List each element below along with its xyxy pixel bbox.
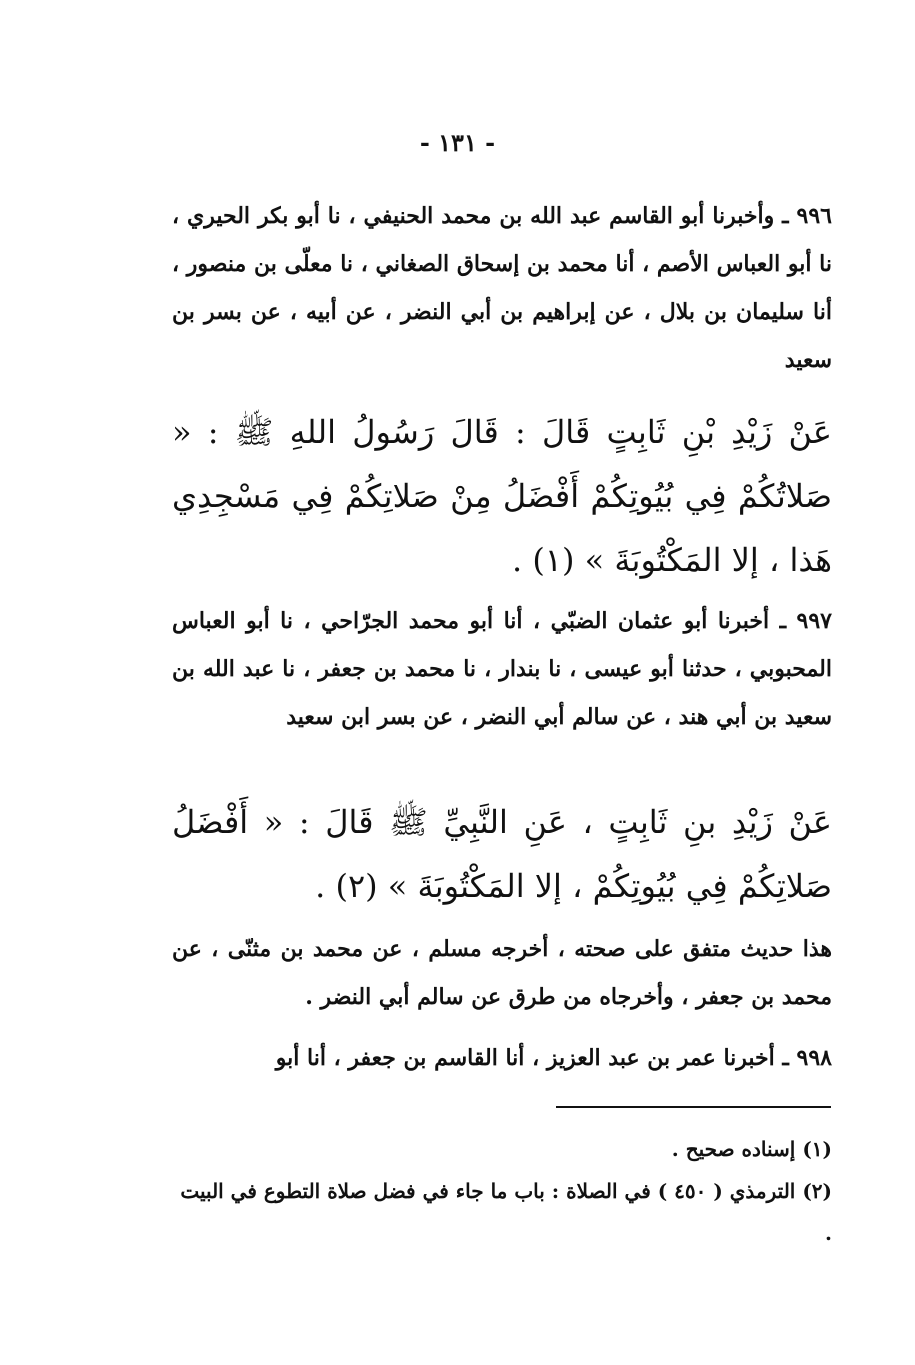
footnotes — [172, 1128, 832, 1254]
hadith-text-996: عَنْ زَيْدِ بْنِ ثَابِتٍ قَالَ : قَالَ رَسُولُ اللهِ ﷺ : « صَلاتُكُمْ فِي بُيُوتِكُمْ أَفْضَلُ مِنْ صَلاتِكُمْ فِي مَسْجِدِي هَذا ، إلا المَكْتُوبَةَ » (١) . — [172, 413, 832, 579]
footnote-2: (٢) الترمذي ( ٤٥٠ ) في الصلاة : باب ما جاء في فضل صلاة التطوع في البيت . — [180, 1179, 832, 1245]
footnote-divider — [556, 1106, 831, 1108]
hadith-text-997: عَنْ زَيْدِ بنِ ثَابِتٍ ، عَنِ النَّبِيِّ ﷺ قَالَ : « أَفْضَلُ صَلاتِكُمْ فِي بُيُوتِكُمْ ، إلا المَكْتُوبَةَ » (٢) . — [172, 803, 832, 905]
isnad-chain-998: ٩٩٨ ـ أخبرنا عمر بن عبد العزيز ، أنا القاسم بن جعفر ، أنا أبو — [275, 1045, 832, 1071]
page-number: - ١٣١ - — [419, 128, 496, 157]
footnote-1: (١) إسناده صحيح . — [671, 1137, 832, 1161]
isnad-chain-996: ٩٩٦ ـ وأخبرنا أبو القاسم عبد الله بن محمد الحنيفي ، نا أبو بكر الحيري ، نا أبو العباس الأصم ، أنا محمد بن إسحاق الصغاني ، نا معلّى بن منصور ، أنا سليمان بن بلال ، عن إبراهيم بن أبي النضر ، عن أبيه ، عن بسر بن سعيد — [172, 203, 832, 373]
isnad-chain-997: ٩٩٧ ـ أخبرنا أبو عثمان الضبّي ، أنا أبو محمد الجرّاحي ، نا أبو العباس المحبوبي ، حدثنا أبو عيسى ، نا بندار ، نا محمد بن جعفر ، نا عبد الله بن سعيد بن أبي هند ، عن سالم أبي النضر ، عن بسر ابن سعيد — [172, 608, 832, 730]
authentication-remark: هذا حديث متفق على صحته ، أخرجه مسلم ، عن محمد بن مثنّى ، عن محمد بن جعفر ، وأخرجاه من طرق عن سالم أبي النضر . — [172, 936, 832, 1010]
